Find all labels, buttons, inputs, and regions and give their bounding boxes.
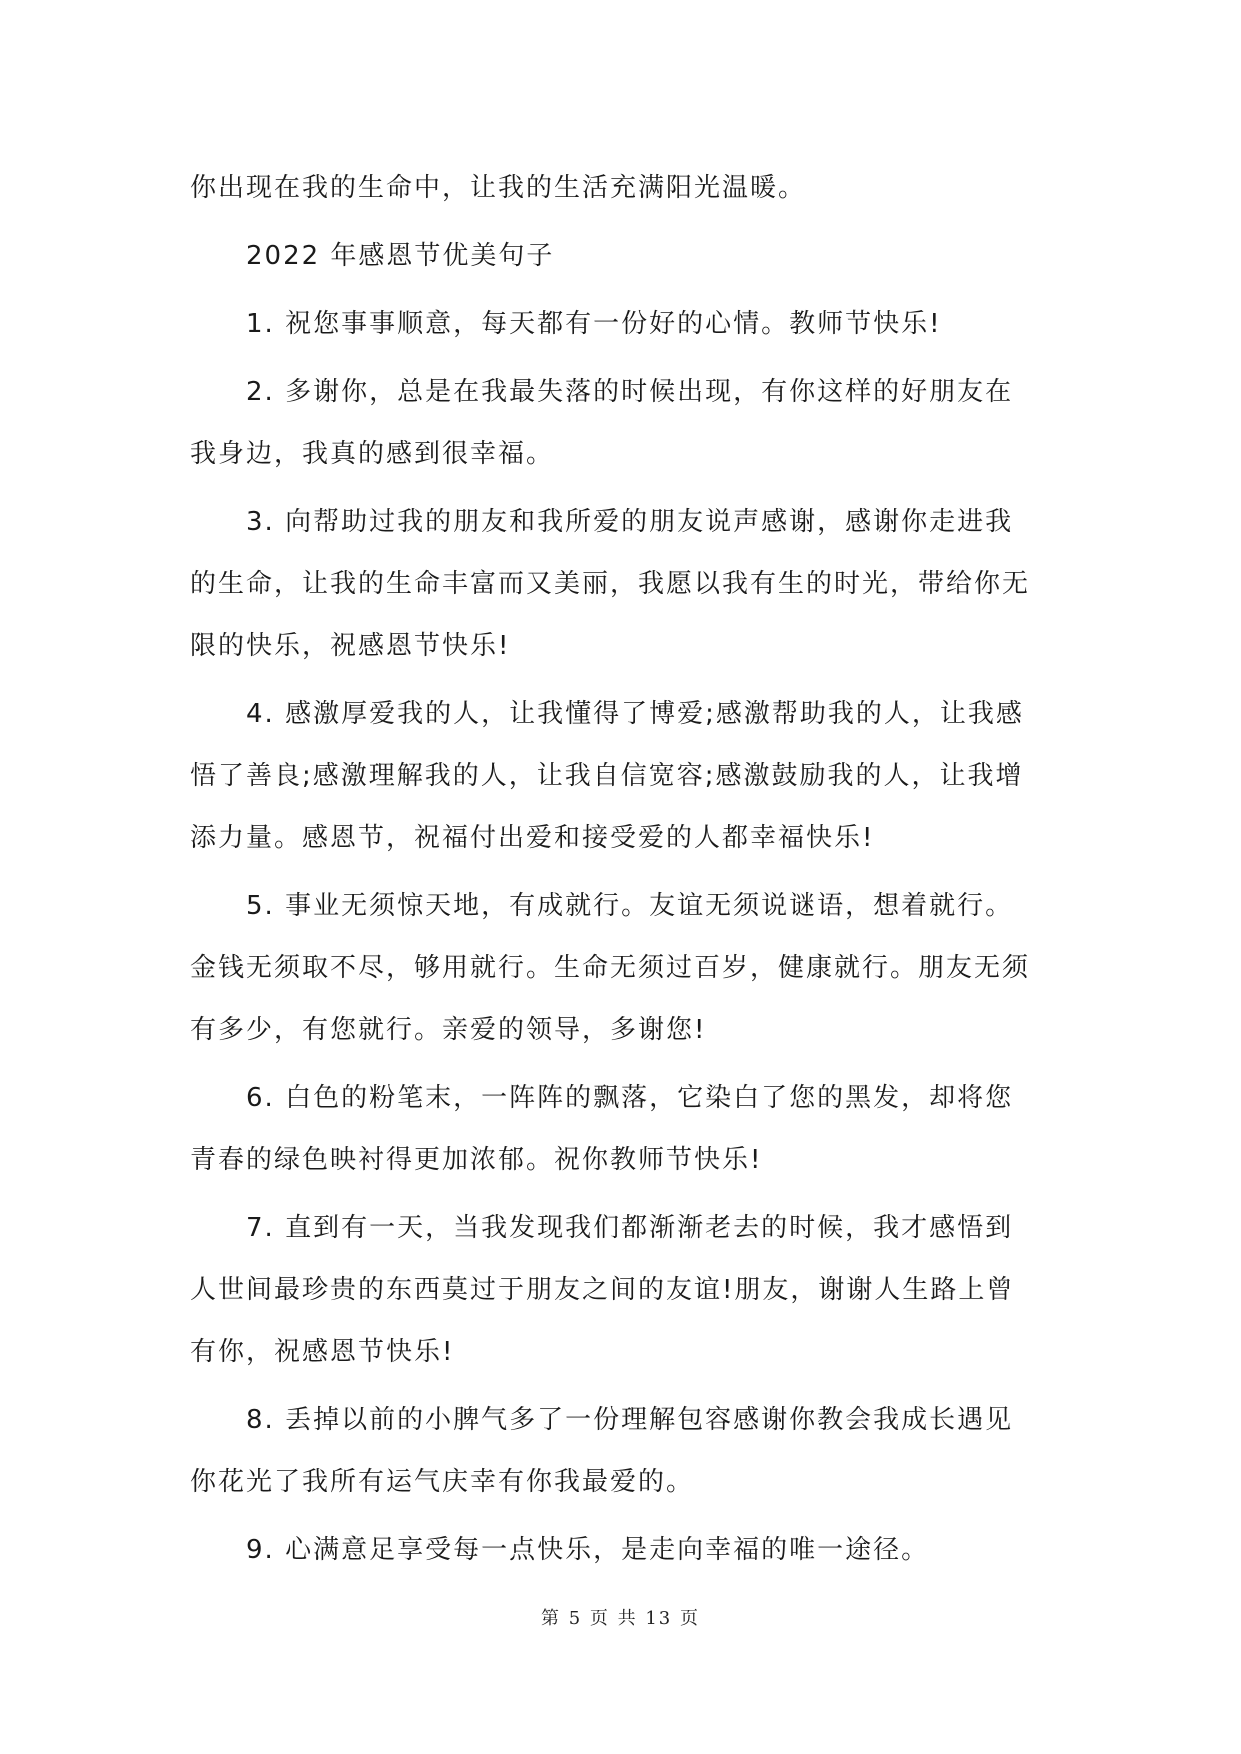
text-line: 9. 心满意足享受每一点快乐，是走向幸福的唯一途径。 (246, 1535, 930, 1565)
text-line: 金钱无须取不尽，够用就行。生命无须过百岁，健康就行。朋友无须 (190, 953, 1031, 983)
text-line: 5. 事业无须惊天地，有成就行。友谊无须说谜语，想着就行。 (246, 891, 1014, 921)
text-line: 有多少，有您就行。亲爱的领导，多谢您! (190, 1015, 707, 1045)
text-line: 6. 白色的粉笔末，一阵阵的飘落，它染白了您的黑发，却将您 (246, 1083, 1014, 1113)
list-item-5 (190, 875, 1052, 1061)
text-line: 2022 年感恩节优美句子 (246, 241, 555, 271)
text-line: 有你，祝感恩节快乐! (190, 1337, 455, 1367)
document-body (190, 157, 1052, 1581)
text-line: 2. 多谢你，总是在我最失落的时候出现，有你这样的好朋友在 (246, 377, 1014, 407)
paragraph-continuation (190, 157, 1052, 219)
text-line: 青春的绿色映衬得更加浓郁。祝你教师节快乐! (190, 1145, 763, 1175)
text-line: 你出现在我的生命中，让我的生活充满阳光温暖。 (190, 173, 807, 203)
text-line: 7. 直到有一天，当我发现我们都渐渐老去的时候，我才感悟到 (246, 1213, 1014, 1243)
list-item-3 (190, 491, 1052, 677)
text-line: 限的快乐，祝感恩节快乐! (190, 631, 511, 661)
text-line: 的生命，让我的生命丰富而又美丽，我愿以我有生的时光，带给你无 (190, 569, 1031, 599)
text-line: 4. 感激厚爱我的人，让我懂得了博爱;感激帮助我的人，让我感 (246, 699, 1024, 729)
text-line: 悟了善良;感激理解我的人，让我自信宽容;感激鼓励我的人，让我增 (190, 761, 1024, 791)
list-item-4 (190, 683, 1052, 869)
text-line: 我身边，我真的感到很幸福。 (190, 439, 555, 469)
section-heading (190, 225, 1052, 287)
text-line: 人世间最珍贵的东西莫过于朋友之间的友谊!朋友，谢谢人生路上曾 (190, 1275, 1015, 1305)
list-item-2 (190, 361, 1052, 485)
list-item-8 (190, 1389, 1052, 1513)
list-item-7 (190, 1197, 1052, 1383)
list-item-1 (190, 293, 1052, 355)
list-item-9 (190, 1519, 1052, 1581)
list-item-6 (190, 1067, 1052, 1191)
text-line: 8. 丢掉以前的小脾气多了一份理解包容感谢你教会我成长遇见 (246, 1405, 1014, 1435)
text-line: 你花光了我所有运气庆幸有你我最爱的。 (190, 1467, 695, 1497)
page-footer: 第 5 页 共 13 页 (541, 1608, 700, 1629)
text-line: 添力量。感恩节，祝福付出爱和接受爱的人都幸福快乐! (190, 823, 875, 853)
text-line: 1. 祝您事事顺意，每天都有一份好的心情。教师节快乐! (246, 309, 942, 339)
text-line: 3. 向帮助过我的朋友和我所爱的朋友说声感谢，感谢你走进我 (246, 507, 1014, 537)
